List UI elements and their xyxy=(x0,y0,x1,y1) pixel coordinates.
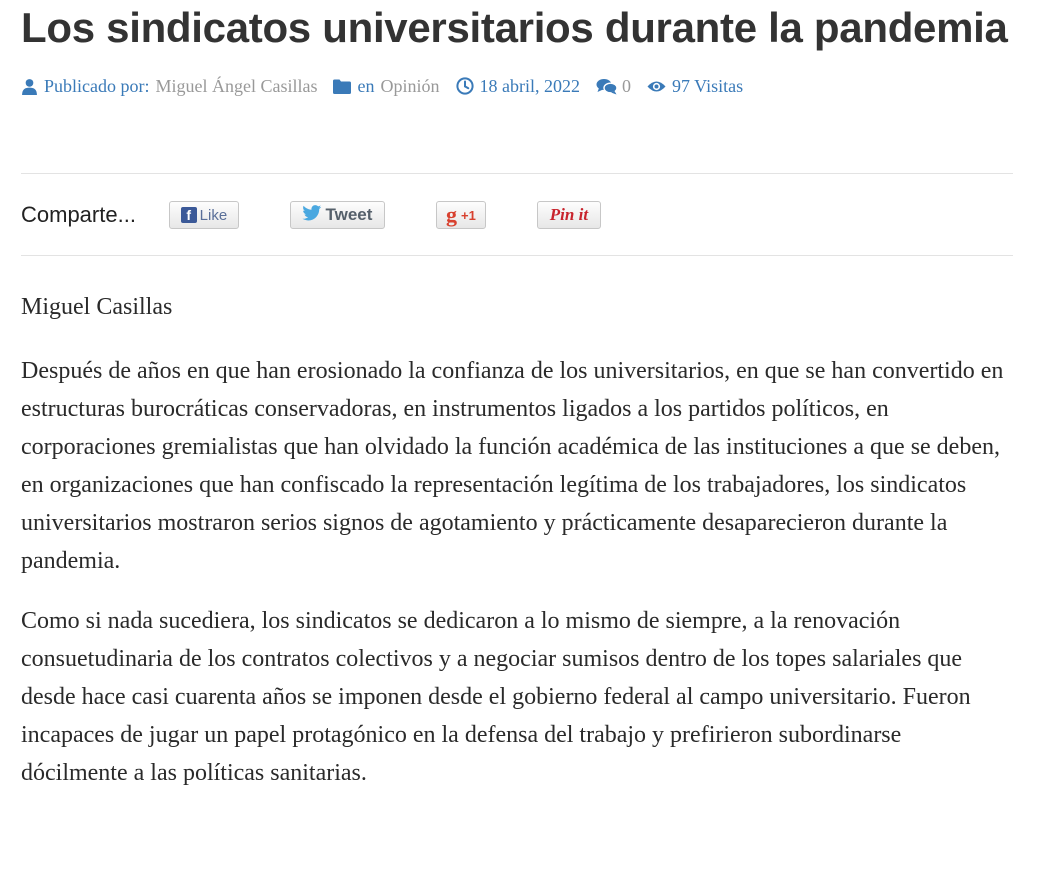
published-by-label: Publicado por: xyxy=(44,75,150,96)
comments-count[interactable]: 0 xyxy=(622,75,631,96)
comments-icon[interactable] xyxy=(596,78,618,95)
page-title: Los sindicatos universitarios durante la pandemia xyxy=(21,4,1008,51)
category-link[interactable]: Opinión xyxy=(380,75,440,96)
paragraph: Después de años en que han erosionado la confianza de los universitarios, en que se han convertido en estructuras burocráticas conservadoras, en instrumentos ligados a los partidos políticos, en corporaciones gremialistas que han olvidado la función académica de las instituciones a que se deben, en organizaciones que han confiscado la representación legítima de los trabajadores, los sindicatos universitarios mostraron serios signos de agotamiento y prácticamente desaparecieron durante la pandemia. xyxy=(21,358,1004,574)
share-bar xyxy=(21,197,601,233)
divider-top xyxy=(21,173,1013,174)
pin-it-label: Pin it xyxy=(549,205,589,224)
author-link[interactable]: Miguel Ángel Casillas xyxy=(155,75,318,96)
twitter-bird-icon xyxy=(302,205,322,226)
facebook-icon: f xyxy=(181,207,197,223)
post-date: 18 abril, 2022 xyxy=(479,75,580,96)
tweet-label: Tweet xyxy=(325,205,373,224)
eye-icon xyxy=(647,80,666,93)
category-prefix: en xyxy=(357,75,375,96)
meta-author xyxy=(21,76,317,97)
article-byline: Miguel Casillas xyxy=(21,294,173,320)
user-icon xyxy=(21,78,38,95)
post-meta xyxy=(21,74,1013,98)
meta-date xyxy=(456,76,581,97)
facebook-like-label: Like xyxy=(199,206,228,224)
facebook-like-button[interactable] xyxy=(169,201,239,229)
meta-comments[interactable] xyxy=(596,76,631,97)
pin-it-button[interactable] xyxy=(537,201,601,229)
paragraph: Como si nada sucediera, los sindicatos se dedicaron a lo mismo de siempre, a la renovación consuetudinaria de los contratos colectivos y a negociar sumisos dentro de los topes salariales que desde hace casi cuarenta años se imponen desde el gobierno federal al campo universitario. Fueron incapaces de jugar un papel protagónico en la defensa del trabajo y prefirieron subordinarse dócilmente a las políticas sanitarias. xyxy=(21,608,971,786)
article xyxy=(21,0,1013,786)
clock-icon xyxy=(456,77,474,95)
article-body xyxy=(21,288,1013,814)
views-count: 97 Visitas xyxy=(672,75,744,96)
divider-bottom xyxy=(21,255,1013,256)
google-plus-icon: g xyxy=(446,202,458,227)
google-plus-label: +1 xyxy=(461,207,476,223)
tweet-button[interactable] xyxy=(290,201,385,229)
google-plus-button[interactable] xyxy=(436,201,486,229)
share-label: Comparte... xyxy=(21,202,136,227)
folder-icon xyxy=(333,79,351,94)
meta-category xyxy=(333,76,439,97)
meta-views xyxy=(647,76,743,97)
